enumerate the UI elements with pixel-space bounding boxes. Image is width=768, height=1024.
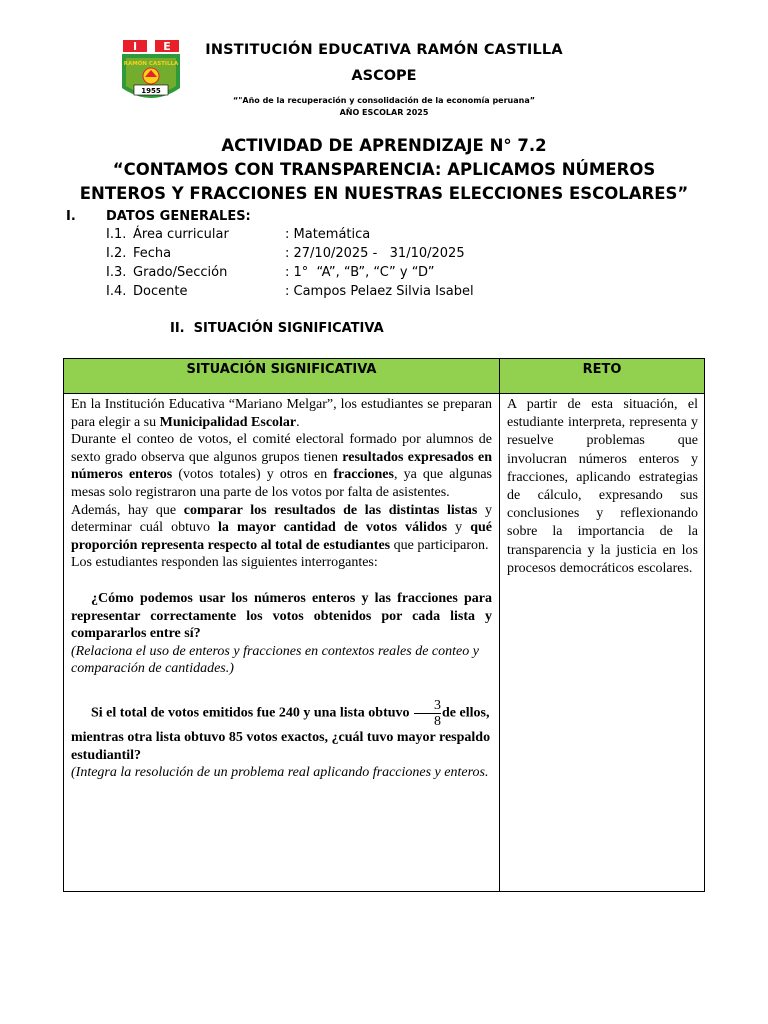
text-run: que participaron. — [390, 537, 489, 553]
text-run: (votos totales) y otros en — [172, 467, 334, 483]
general-data-label: Fecha — [133, 246, 172, 261]
general-data-number: I.4. — [106, 284, 127, 299]
activity-title — [60, 134, 708, 206]
general-data-value: : 27/10/2025 - 31/10/2025 — [285, 246, 465, 261]
text-run: En la Institución Educativa “Mariano Melgar”, los estudiantes se preparan para elegir a su — [71, 397, 492, 430]
text-run: y determinar cuál obtuvo — [71, 502, 492, 536]
activity-title-line-2: “CONTAMOS CON TRANSPARENCIA: APLICAMOS NÚMEROS — [112, 160, 656, 179]
text-run-bold: fracciones — [333, 467, 394, 483]
text-run-bold: Municipalidad Escolar — [159, 414, 297, 430]
fraction-denominator: 8 — [434, 713, 442, 729]
text-run: Además, hay que — [71, 502, 184, 518]
text-run-bold: la mayor cantidad de votos válidos — [218, 520, 448, 536]
fraction-numerator: 3 — [414, 698, 441, 714]
text-run: Durante el conteo de votos, el comité electoral formado por alumnos de sexto grado observa que algunos grupos tienen — [71, 432, 492, 465]
general-data-value: : Campos Pelaez Silvia Isabel — [285, 284, 474, 299]
question-1-note: (Relaciona el uso de enteros y fracciones en contextos reales de conteo y comparación de cantidades.) — [71, 643, 479, 677]
question-1: ¿Cómo podemos usar los números enteros y las fracciones para representar correctamente los votos obtenidos por cada lista y compararlos entre sí? — [71, 590, 492, 642]
general-data-number: I.1. — [106, 227, 127, 242]
text-run: Si el total de votos emitidos fue 240 y una lista obtuvo — [91, 705, 414, 721]
text-run: , ya que algunas mesas solo registraron una parte de los votos por falta de asistentes. — [71, 467, 492, 500]
section-1-number: I. — [66, 209, 76, 224]
school-year: AÑO ESCOLAR 2025 — [339, 108, 429, 117]
situation-paragraph: Los estudiantes responden las siguientes interrogantes: — [71, 555, 378, 571]
logo-letter-e: E — [163, 40, 171, 53]
logo-year: 1955 — [141, 87, 161, 95]
situation-paragraph — [71, 396, 492, 431]
text-run: . — [296, 414, 300, 430]
activity-title-line-1: ACTIVIDAD DE APRENDIZAJE N° 7.2 — [221, 136, 547, 155]
table-header-situation: SITUACIÓN SIGNIFICATIVA — [64, 359, 500, 394]
general-data-number: I.3. — [106, 265, 127, 280]
school-city: ASCOPE — [351, 68, 417, 84]
challenge-cell: A partir de esta situación, el estudiante interpreta, representa y resuelve problemas que involucran números enteros y fracciones, aplicando estrategias de cálculo, expresando sus conclusiones y reflexionando sobre la importancia de la transparencia y la justicia en los procesos democráticos escolares. — [507, 397, 698, 576]
general-data-label: Área curricular — [133, 227, 229, 242]
text-run: y — [447, 520, 471, 536]
general-data-label: Docente — [133, 284, 188, 299]
school-name: INSTITUCIÓN EDUCATIVA RAMÓN CASTILLA — [205, 42, 563, 58]
year-motto: “"Año de la recuperación y consolidación de la economía peruana” — [232, 96, 535, 105]
general-data-label: Grado/Sección — [133, 265, 228, 280]
fraction — [414, 698, 441, 729]
situation-paragraph — [71, 502, 492, 555]
question-2-note: (Integra la resolución de un problema real aplicando fracciones y enteros. — [71, 765, 489, 781]
activity-title-line-3: ENTEROS Y FRACCIONES EN NUESTRAS ELECCIONES ESCOLARES” — [79, 184, 689, 203]
section-1-title: DATOS GENERALES: — [106, 209, 251, 224]
situation-table — [63, 358, 705, 892]
text-run-bold: comparar los resultados de las distintas listas — [183, 502, 478, 518]
table-header-challenge: RETO — [500, 359, 704, 394]
question-2 — [71, 698, 492, 764]
general-data-number: I.2. — [106, 246, 127, 261]
situation-paragraph — [71, 431, 492, 501]
general-data-value: : 1° “A”, “B”, “C” y “D” — [285, 265, 435, 280]
text-run: de ellos, mientras otra lista obtuvo 85 votos exactos, ¿cuál tuvo mayor respaldo estudiantil? — [71, 705, 491, 763]
text-run-bold: resultados expresados en números enteros — [71, 449, 492, 483]
section-2-title: II. SITUACIÓN SIGNIFICATIVA — [170, 321, 384, 336]
situation-cell — [64, 394, 500, 891]
general-data-value: : Matemática — [285, 227, 371, 242]
logo-letter-i: I — [132, 40, 138, 53]
text-run-bold: qué proporción representa respecto al total de estudiantes — [71, 520, 493, 553]
logo-arc-text: RAMÓN CASTILLA — [123, 61, 179, 67]
